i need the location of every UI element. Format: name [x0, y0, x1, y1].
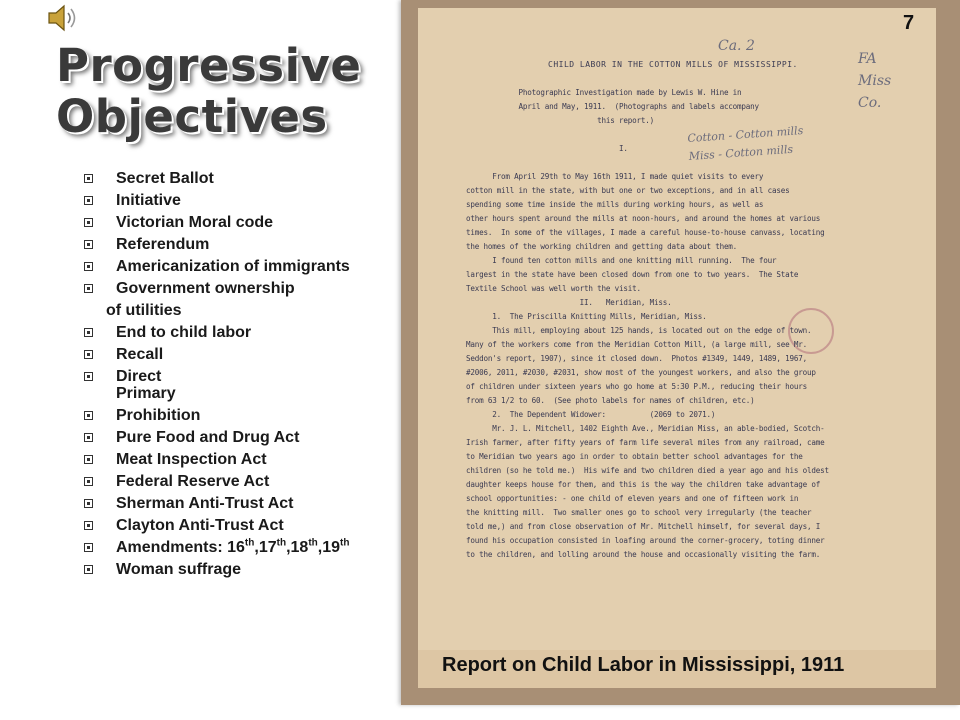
title-line-1: Progressive — [56, 39, 362, 92]
speaker-icon[interactable] — [46, 4, 80, 32]
list-item: Recall — [70, 346, 400, 363]
document-heading: CHILD LABOR IN THE COTTON MILLS OF MISSISSIPPI. — [548, 60, 798, 69]
slide-number: 7 — [903, 12, 915, 34]
document-image — [418, 8, 936, 688]
list-item: Direct Primary — [70, 368, 400, 402]
image-caption: Report on Child Labor in Mississippi, 1911 — [442, 654, 845, 676]
list-item: End to child labor — [70, 324, 400, 341]
square-bullet-icon — [84, 433, 93, 442]
square-bullet-icon — [84, 262, 93, 271]
square-bullet-icon — [84, 196, 93, 205]
square-bullet-icon — [84, 328, 93, 337]
square-bullet-icon — [84, 411, 93, 420]
handwritten-note-top: Ca. 2 — [718, 38, 755, 54]
square-bullet-icon — [84, 499, 93, 508]
handwritten-note-side: FA Miss Co. — [858, 51, 892, 111]
objectives-list — [70, 170, 400, 578]
square-bullet-icon — [84, 565, 93, 574]
square-bullet-icon — [84, 240, 93, 249]
list-item: Amendments: 16th,17th,18th,19th — [70, 539, 400, 556]
list-item: Secret Ballot — [70, 170, 400, 187]
list-item: Victorian Moral code — [70, 214, 400, 231]
list-item: Meat Inspection Act — [70, 451, 400, 468]
title-line-2: Objectives — [56, 90, 328, 143]
list-item-continuation: of utilities — [106, 302, 182, 319]
square-bullet-icon — [84, 284, 93, 293]
square-bullet-icon — [84, 455, 93, 464]
list-item: Prohibition — [70, 407, 400, 424]
square-bullet-icon — [84, 218, 93, 227]
square-bullet-icon — [84, 543, 93, 552]
square-bullet-icon — [84, 350, 93, 359]
square-bullet-icon — [84, 521, 93, 530]
list-item: Government ownership — [70, 280, 400, 297]
list-item: Sherman Anti-Trust Act — [70, 495, 400, 512]
handwritten-note-mid: Cotton - Cotton mills Miss - Cotton mills — [687, 123, 804, 164]
list-item: Pure Food and Drug Act — [70, 429, 400, 446]
page-title — [56, 40, 361, 142]
square-bullet-icon — [84, 372, 93, 381]
document-body: Photographic Investigation made by Lewis W. Hine in April and May, 1911. (Photographs and labels accompany this report.) I. From April 29th to May 16th 1911, I made quiet visits to every cotton mill in the state, with but one or two exceptions, and in all cases spending some time inside the mills during working hours, as well as other hours spent around the mills at noon-hours, and around the homes at various times. In some of the villages, I made a careful house-to-house canvass, locating the homes of the working children and getting data about them. I found ten cotton mills and one knitting mill running. The four largest in the state have been closed down from one to two years. The State Textile School was well worth the visit. II. Meridian, Miss. 1. The Priscilla Knitting Mills, Meridian, Miss. This mill, employing about 125 hands, is located out on the edge of town. Many of the workers come from the Meridian Cotton Mill, (a large mill, see Mr. Seddon's report, 1907), since it closed down. Photos #1349, 1449, 1489, 1967, #2006, 2011, #2030, #2031, show most of the youngest workers, and also the group of children under sixteen years who go home at 5:30 P.M., reducing their hours from 63 1/2 to 60. (See photo labels for names of children, etc.) 2. The Dependent Widower: (2069 to 2071.) Mr. J. L. Mitchell, 1402 Eighth Ave., Meridian Miss, an able-bodied, Scotch- Irish farmer, after fifty years of farm life several miles from any railroad, came to Meridian two years ago in order to obtain better school advantages for the children (so he told me.) His wife and two children died a year ago and his oldest daughter keeps house for them, and this is the way the children take advantage of school opportunities: - one child of eleven years and one of fifteen work in the knitting mill. Two smaller ones go to school very irregularly (the teacher told me,) and from close observation of Mr. Mitchell himself, for several days, I found his occupation consisted in loafing around the corner-grocery, toting dinner to the children, and lolling around the house and occasionally visiting the farm. — [466, 88, 829, 559]
list-item: Woman suffrage — [70, 561, 400, 578]
list-item: Federal Reserve Act — [70, 473, 400, 490]
list-item: Clayton Anti-Trust Act — [70, 517, 400, 534]
list-item: Initiative — [70, 192, 400, 209]
square-bullet-icon — [84, 174, 93, 183]
list-item: Referendum — [70, 236, 400, 253]
list-item: Americanization of immigrants — [70, 258, 400, 275]
square-bullet-icon — [84, 477, 93, 486]
